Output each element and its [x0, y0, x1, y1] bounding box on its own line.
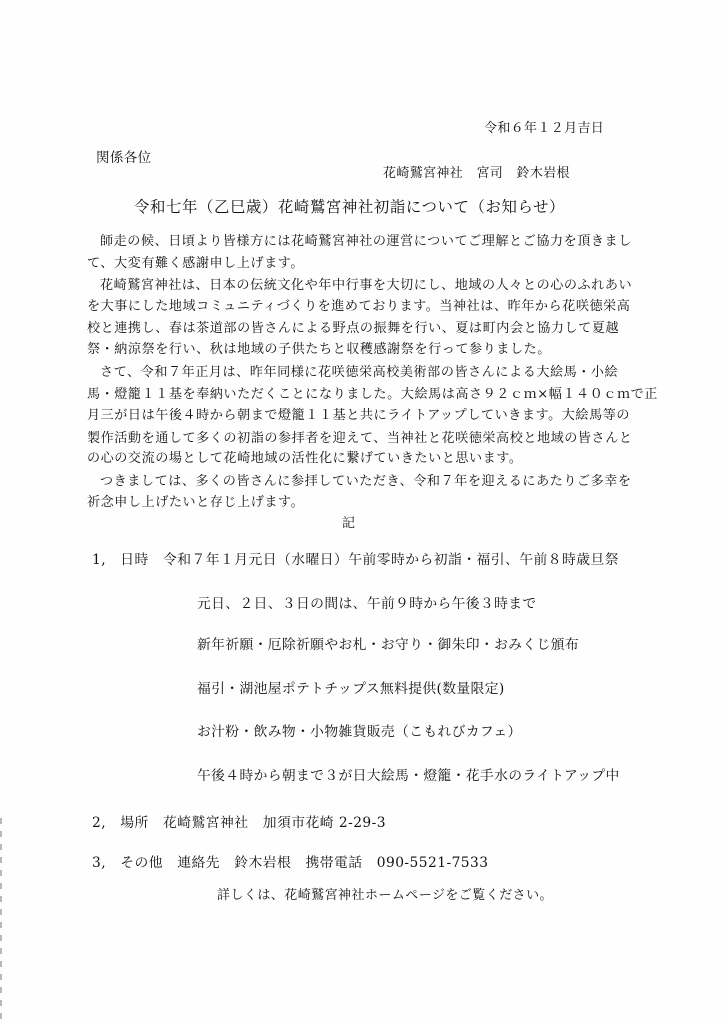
contact-item: 3, その他 連絡先 鈴木岩根 携帯電話 090-5521-7533 — [92, 855, 489, 871]
location-item: 2, 場所 花崎鷲宮神社 加須市花崎 2-29-3 — [92, 815, 386, 831]
body-line: を大事にした地域コミュニティづくりを進めております。当神社は、昨年から花咲徳栄高 — [87, 299, 631, 314]
body-line: 馬・燈籠１１基を奉納いただくことになりました。大絵馬は高さ９２ｃｍ×幅１４０ｃｍで正 — [87, 387, 658, 402]
body-line: て、大変有難く感謝申し上げます。 — [87, 256, 304, 271]
schedule-detail: 元日、２日、３日の間は、午前９時から午後３時まで — [197, 596, 537, 612]
schedule-item: 1, 日時 令和７年１月元日（水曜日）午前零時から初詣・福引、午前８時歳旦祭 — [92, 552, 619, 568]
document-title: 令和七年（乙巳歳）花崎鷲宮神社初詣について（お知らせ） — [134, 198, 565, 216]
schedule-detail: お汁粉・飲み物・小物雑貨販売（こもれびカフェ） — [197, 724, 522, 740]
body-line: さて、令和７年正月は、昨年同様に花咲徳栄高校美術部の皆さんによる大絵馬・小絵 — [100, 365, 619, 380]
body-line: の心の交流の場として花崎地域の活性化に繋げていきたいと思います。 — [87, 451, 523, 466]
ki-heading: 記 — [342, 516, 356, 531]
schedule-detail: 午後４時から朝まで３が日大絵馬・燈籠・花手水のライトアップ中 — [197, 768, 620, 784]
scan-edge-mark — [0, 818, 2, 1024]
issue-date: 令和６年１２月吉日 — [484, 121, 605, 136]
body-line: 祈念申し上げたいと存じ上げます。 — [87, 495, 305, 510]
body-line: 祭・納涼祭を行い、秋は地域の子供たちと収穫感謝祭を行って参りました。 — [87, 342, 551, 357]
body-line: 花崎鷲宮神社は、日本の伝統文化や年中行事を大切にし、地域の人々との心のふれあい — [100, 278, 633, 293]
sender: 花崎鷲宮神社 宮司 鈴木岩根 — [383, 166, 570, 181]
body-line: 師走の候、日頃より皆様方には花崎鷲宮神社の運営についてご理解とご協力を頂きまし — [100, 234, 632, 249]
schedule-detail: 福引・湖池屋ポテトチップス無料提供(数量限定) — [197, 681, 505, 697]
homepage-note: 詳しくは、花崎鷲宮神社ホームページをご覧ください。 — [217, 888, 553, 903]
body-line: つきましては、多くの皆さんに参拝していただき、令和７年を迎えるにあたりご多幸を — [100, 474, 632, 489]
recipient: 関係各位 — [96, 150, 152, 166]
body-line: 月三が日は午後４時から朝まで燈籠１１基と共にライトアップしていきます。大絵馬等の — [87, 408, 630, 423]
body-line: 校と連携し、春は茶道部の皆さんによる野点の振舞を行い、夏は町内会と協力して夏越 — [87, 321, 620, 336]
schedule-detail: 新年祈願・厄除祈願やお札・お守り・御朱印・おみくじ頒布 — [197, 637, 579, 653]
body-line: 製作活動を通して多くの初詣の参拝者を迎えて、当神社と花咲徳栄高校と地域の皆さんと — [87, 431, 633, 446]
